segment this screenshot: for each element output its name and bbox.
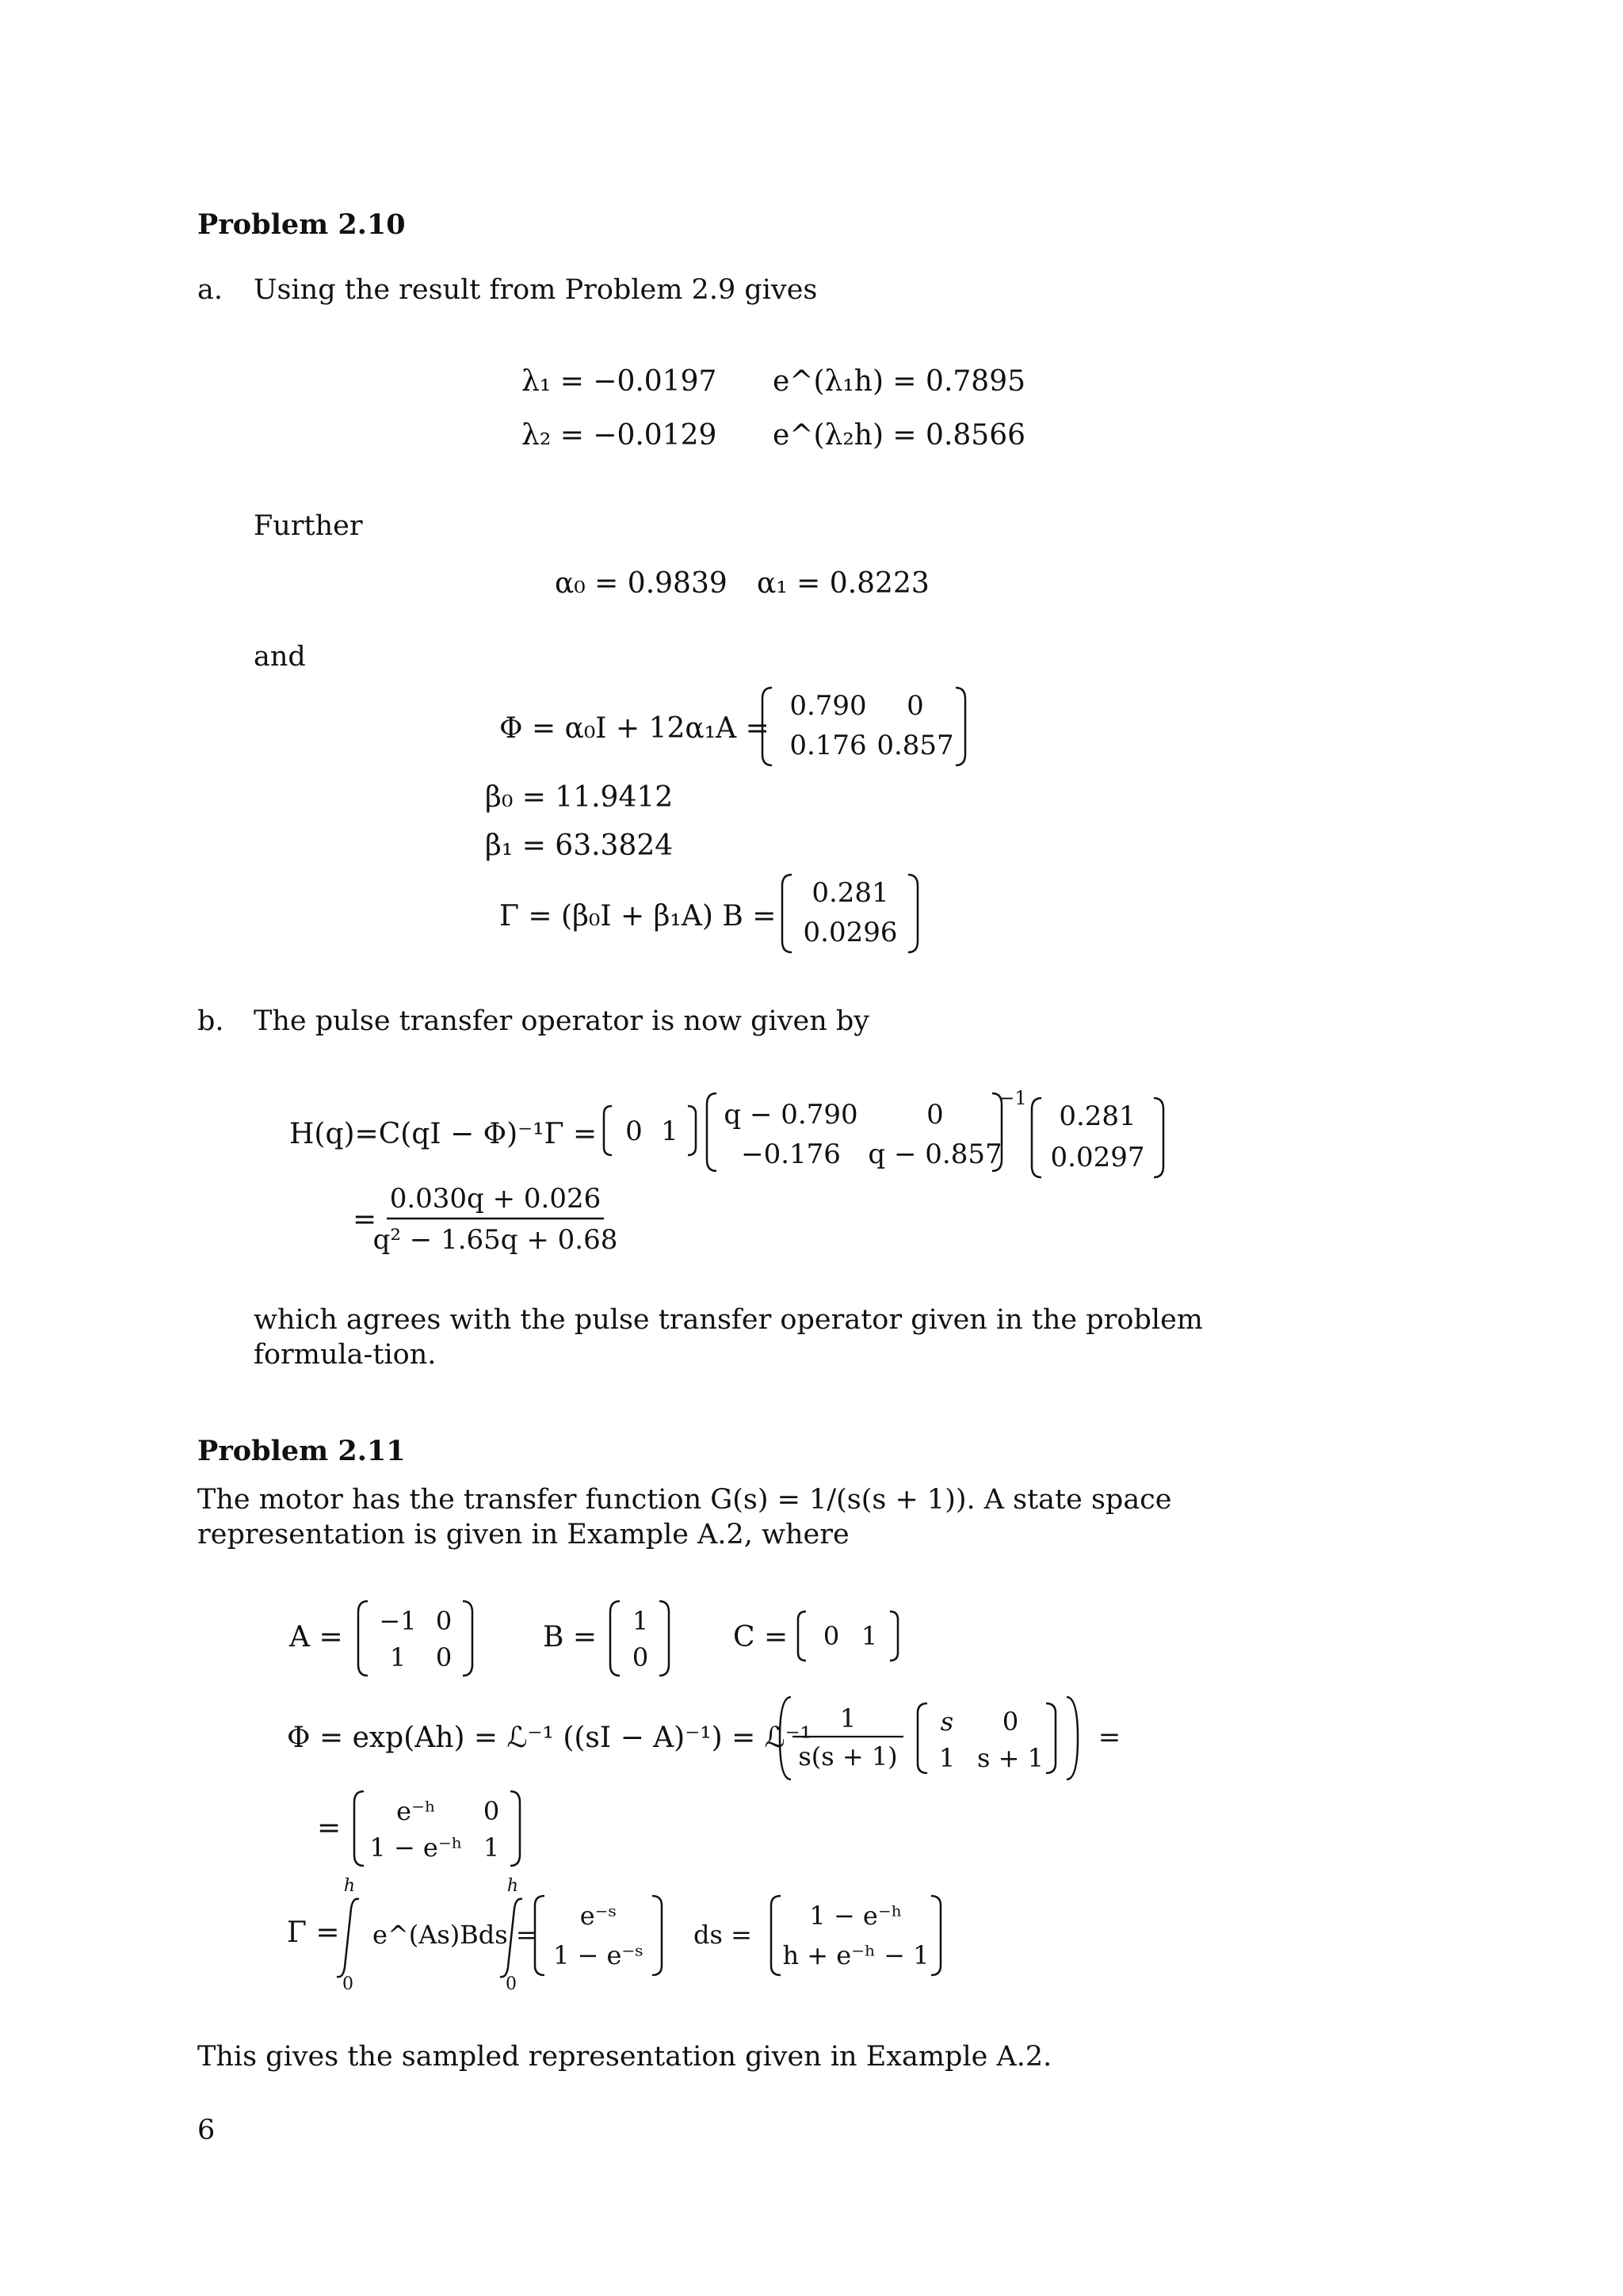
b-matrix bbox=[609, 1596, 672, 1680]
b-v2: 0.0297 bbox=[1050, 1142, 1145, 1173]
inv-exponent: −1 bbox=[999, 1087, 1027, 1109]
gamma-res-v2: h + e⁻ʰ − 1 bbox=[782, 1940, 930, 1970]
phi-exp-line: Φ = exp(Ah) = ℒ⁻¹ ((sI − A)⁻¹) = ℒ⁻¹ bbox=[287, 1722, 812, 1754]
beta1-eq: β₁ = 63.3824 bbox=[485, 830, 674, 862]
part-b-intro: The pulse transfer operator is now given by bbox=[254, 1005, 870, 1037]
int2-lower: 0 bbox=[506, 1974, 517, 1994]
alpha1-eq: α₁ = 0.8223 bbox=[757, 567, 930, 600]
phi-inner-m21: 1 bbox=[938, 1743, 956, 1773]
beta0-eq: β₀ = 11.9412 bbox=[485, 781, 674, 814]
problem-2-11-intro: The motor has the transfer function G(s) = 1/(s(s + 1)). A state space representation is given in Example A.2, where bbox=[197, 1484, 1172, 1550]
inverse-matrix bbox=[705, 1087, 1027, 1176]
a-matrix bbox=[357, 1596, 475, 1680]
int1-upper: h bbox=[343, 1876, 356, 1896]
transfer-fraction bbox=[372, 1179, 618, 1258]
part-a-intro: Using the result from Problem 2.9 gives bbox=[254, 274, 818, 306]
b-m1: 1 bbox=[632, 1606, 649, 1636]
c-m2: 1 bbox=[861, 1621, 878, 1651]
b-v1: 0.281 bbox=[1059, 1100, 1136, 1132]
row-vector bbox=[602, 1103, 697, 1158]
phi-res-m11: e⁻ʰ bbox=[396, 1796, 436, 1826]
gamma-11-lhs: Γ = bbox=[287, 1917, 340, 1949]
b-m2: 0 bbox=[632, 1642, 649, 1672]
row-v2: 1 bbox=[661, 1116, 678, 1147]
phi-m21: 0.176 bbox=[789, 730, 867, 761]
a-m12: 0 bbox=[435, 1606, 453, 1636]
phi-frac-num: 1 bbox=[839, 1703, 857, 1733]
further-text: Further bbox=[254, 510, 363, 542]
a-m22: 0 bbox=[435, 1642, 453, 1672]
a-m11: −1 bbox=[379, 1606, 417, 1636]
phi-lhs: Φ = α₀I + 12α₁A = bbox=[499, 712, 769, 745]
phi-m22: 0.857 bbox=[876, 730, 954, 761]
c-matrix bbox=[796, 1608, 899, 1664]
problem-2-10-heading: Problem 2.10 bbox=[197, 208, 406, 241]
exp-lambda1-eq: e^(λ₁h) = 0.7895 bbox=[773, 365, 1026, 398]
a-lhs: A = bbox=[289, 1621, 343, 1653]
phi-m11: 0.790 bbox=[789, 690, 867, 722]
integrand-v2: 1 − e⁻ˢ bbox=[552, 1940, 644, 1970]
inv-m22: q − 0.857 bbox=[868, 1138, 1002, 1170]
alpha0-eq: α₀ = 0.9839 bbox=[555, 567, 727, 600]
phi-res-m12: 0 bbox=[483, 1796, 500, 1826]
int2-upper: h bbox=[506, 1876, 519, 1896]
frac-equals: = bbox=[353, 1203, 377, 1236]
b-vector bbox=[1030, 1093, 1165, 1182]
agrees-text: which agrees with the pulse transfer operator given in the problem formula-tion. bbox=[254, 1304, 1203, 1371]
int1-lower: 0 bbox=[342, 1974, 353, 1994]
phi-res-m21: 1 − e⁻ʰ bbox=[369, 1833, 463, 1863]
gamma-integrals bbox=[337, 1874, 955, 1993]
page-number: 6 bbox=[197, 2115, 216, 2146]
integrand-v1: e⁻ˢ bbox=[579, 1901, 617, 1931]
part-b-marker: b. bbox=[197, 1005, 224, 1037]
c-lhs: C = bbox=[733, 1621, 789, 1653]
gamma-lhs: Γ = (β₀I + β₁A) B = bbox=[499, 900, 777, 933]
phi-result-matrix bbox=[353, 1787, 523, 1871]
lambda1-eq: λ₁ = −0.0197 bbox=[521, 365, 717, 398]
phi-inner-m12: 0 bbox=[1002, 1707, 1019, 1737]
phi-res-m22: 1 bbox=[483, 1833, 500, 1863]
gamma-vector bbox=[781, 870, 919, 957]
b-lhs: B = bbox=[543, 1621, 598, 1653]
frac-numerator: 0.030q + 0.026 bbox=[389, 1183, 601, 1215]
problem-2-11-heading: Problem 2.11 bbox=[197, 1435, 406, 1467]
and-text: and bbox=[254, 641, 306, 673]
part-a-marker: a. bbox=[197, 274, 223, 306]
phi-inverse-expression bbox=[777, 1694, 1133, 1783]
gamma-v1: 0.281 bbox=[812, 877, 889, 909]
inv-m21: −0.176 bbox=[741, 1138, 841, 1170]
a-m21: 1 bbox=[389, 1642, 407, 1672]
integrand1: e^(As)Bds = bbox=[372, 1920, 537, 1950]
phi-inner-m22: s + 1 bbox=[977, 1743, 1044, 1773]
gamma-v2: 0.0296 bbox=[803, 917, 898, 948]
ds-equals: ds = bbox=[693, 1920, 752, 1950]
closing-text: This gives the sampled representation given in Example A.2. bbox=[197, 2041, 1052, 2073]
phi-matrix bbox=[761, 683, 967, 770]
frac-denominator: q² − 1.65q + 0.68 bbox=[372, 1224, 618, 1256]
exp-lambda2-eq: e^(λ₂h) = 0.8566 bbox=[773, 419, 1026, 452]
gamma-res-v1: 1 − e⁻ʰ bbox=[809, 1901, 903, 1931]
phi-trailing-equals: = bbox=[1098, 1722, 1121, 1753]
h-lhs: H(q)=C(qI − Φ)⁻¹Γ = bbox=[289, 1118, 598, 1150]
lambda2-eq: λ₂ = −0.0129 bbox=[521, 419, 717, 452]
phi-frac-den: s(s + 1) bbox=[798, 1741, 898, 1772]
inv-m12: 0 bbox=[926, 1099, 944, 1131]
phi-m12: 0 bbox=[907, 690, 924, 722]
phi-result-equals: = bbox=[317, 1812, 342, 1844]
phi-inner-m11: s bbox=[940, 1707, 954, 1737]
c-m1: 0 bbox=[823, 1621, 840, 1651]
row-v1: 0 bbox=[625, 1116, 643, 1147]
inv-m11: q − 0.790 bbox=[724, 1099, 858, 1131]
